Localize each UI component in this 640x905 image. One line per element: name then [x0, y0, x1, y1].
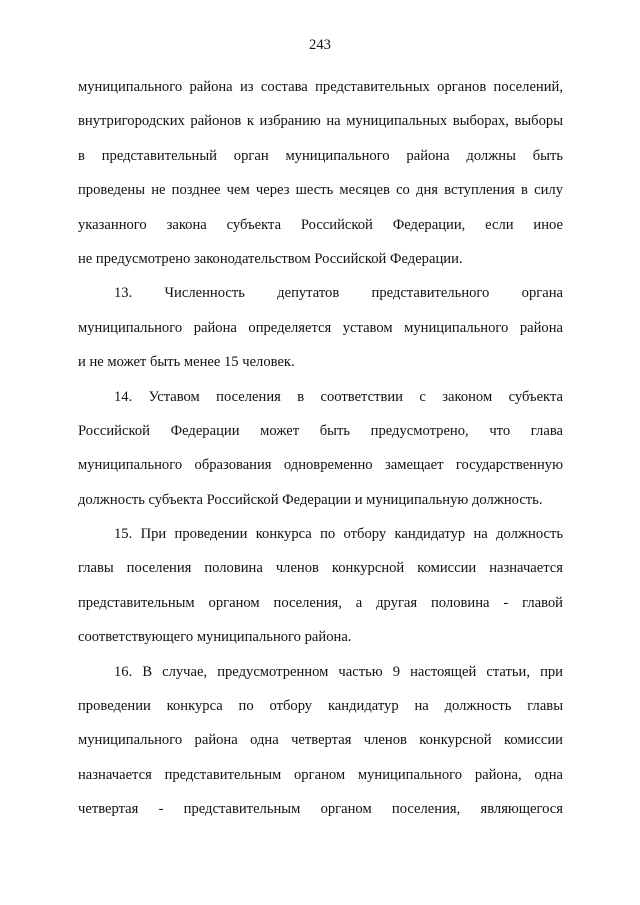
text-line: должность субъекта Российской Федерации и муниципальную должность.: [78, 491, 543, 508]
page-number: 243: [309, 37, 331, 53]
paragraph-13: [78, 276, 563, 379]
text-line: проведены не позднее чем через шесть месяцев со дня вступления в силу: [78, 182, 563, 199]
paragraph-14: [78, 380, 563, 518]
text-line: соответствующего муниципального района.: [78, 629, 352, 646]
text-line: четвертая - представительным органом поселения, являющегося: [78, 801, 563, 818]
text-line: муниципального района определяется уставом муниципального района: [78, 319, 563, 336]
paragraph-continuation: [78, 70, 563, 276]
text-line: муниципального района одна четвертая членов конкурсной комиссии: [78, 732, 563, 749]
paragraph-16: [78, 655, 563, 827]
text-line: в представительный орган муниципального района должны быть: [78, 147, 563, 164]
text-line: проведении конкурса по отбору кандидатур на должность главы: [78, 698, 563, 715]
text-line: 16. В случае, предусмотренном частью 9 настоящей статьи, при: [114, 663, 563, 680]
text-line: Российской Федерации может быть предусмотрено, что глава: [78, 422, 563, 439]
text-line: 13. Численность депутатов представительного органа: [114, 285, 563, 302]
text-line: 15. При проведении конкурса по отбору кандидатур на должность: [114, 526, 563, 543]
text-line: 14. Уставом поселения в соответствии с законом субъекта: [114, 388, 563, 405]
text-line: и не может быть менее 15 человек.: [78, 354, 295, 371]
text-line: главы поселения половина членов конкурсной комиссии назначается: [78, 560, 563, 577]
text-line: представительным органом поселения, а другая половина - главой: [78, 594, 563, 611]
text-line: указанного закона субъекта Российской Федерации, если иное: [78, 216, 563, 233]
paragraph-15: [78, 517, 563, 655]
text-line: не предусмотрено законодательством Российской Федерации.: [78, 250, 463, 267]
text-line: муниципального образования одновременно замещает государственную: [78, 457, 563, 474]
text-line: муниципального района из состава представительных органов поселений,: [78, 79, 563, 95]
document-body: [78, 70, 563, 827]
text-line: назначается представительным органом муниципального района, одна: [78, 766, 563, 783]
text-line: внутригородских районов к избранию на муниципальных выборах, выборы: [78, 113, 563, 130]
